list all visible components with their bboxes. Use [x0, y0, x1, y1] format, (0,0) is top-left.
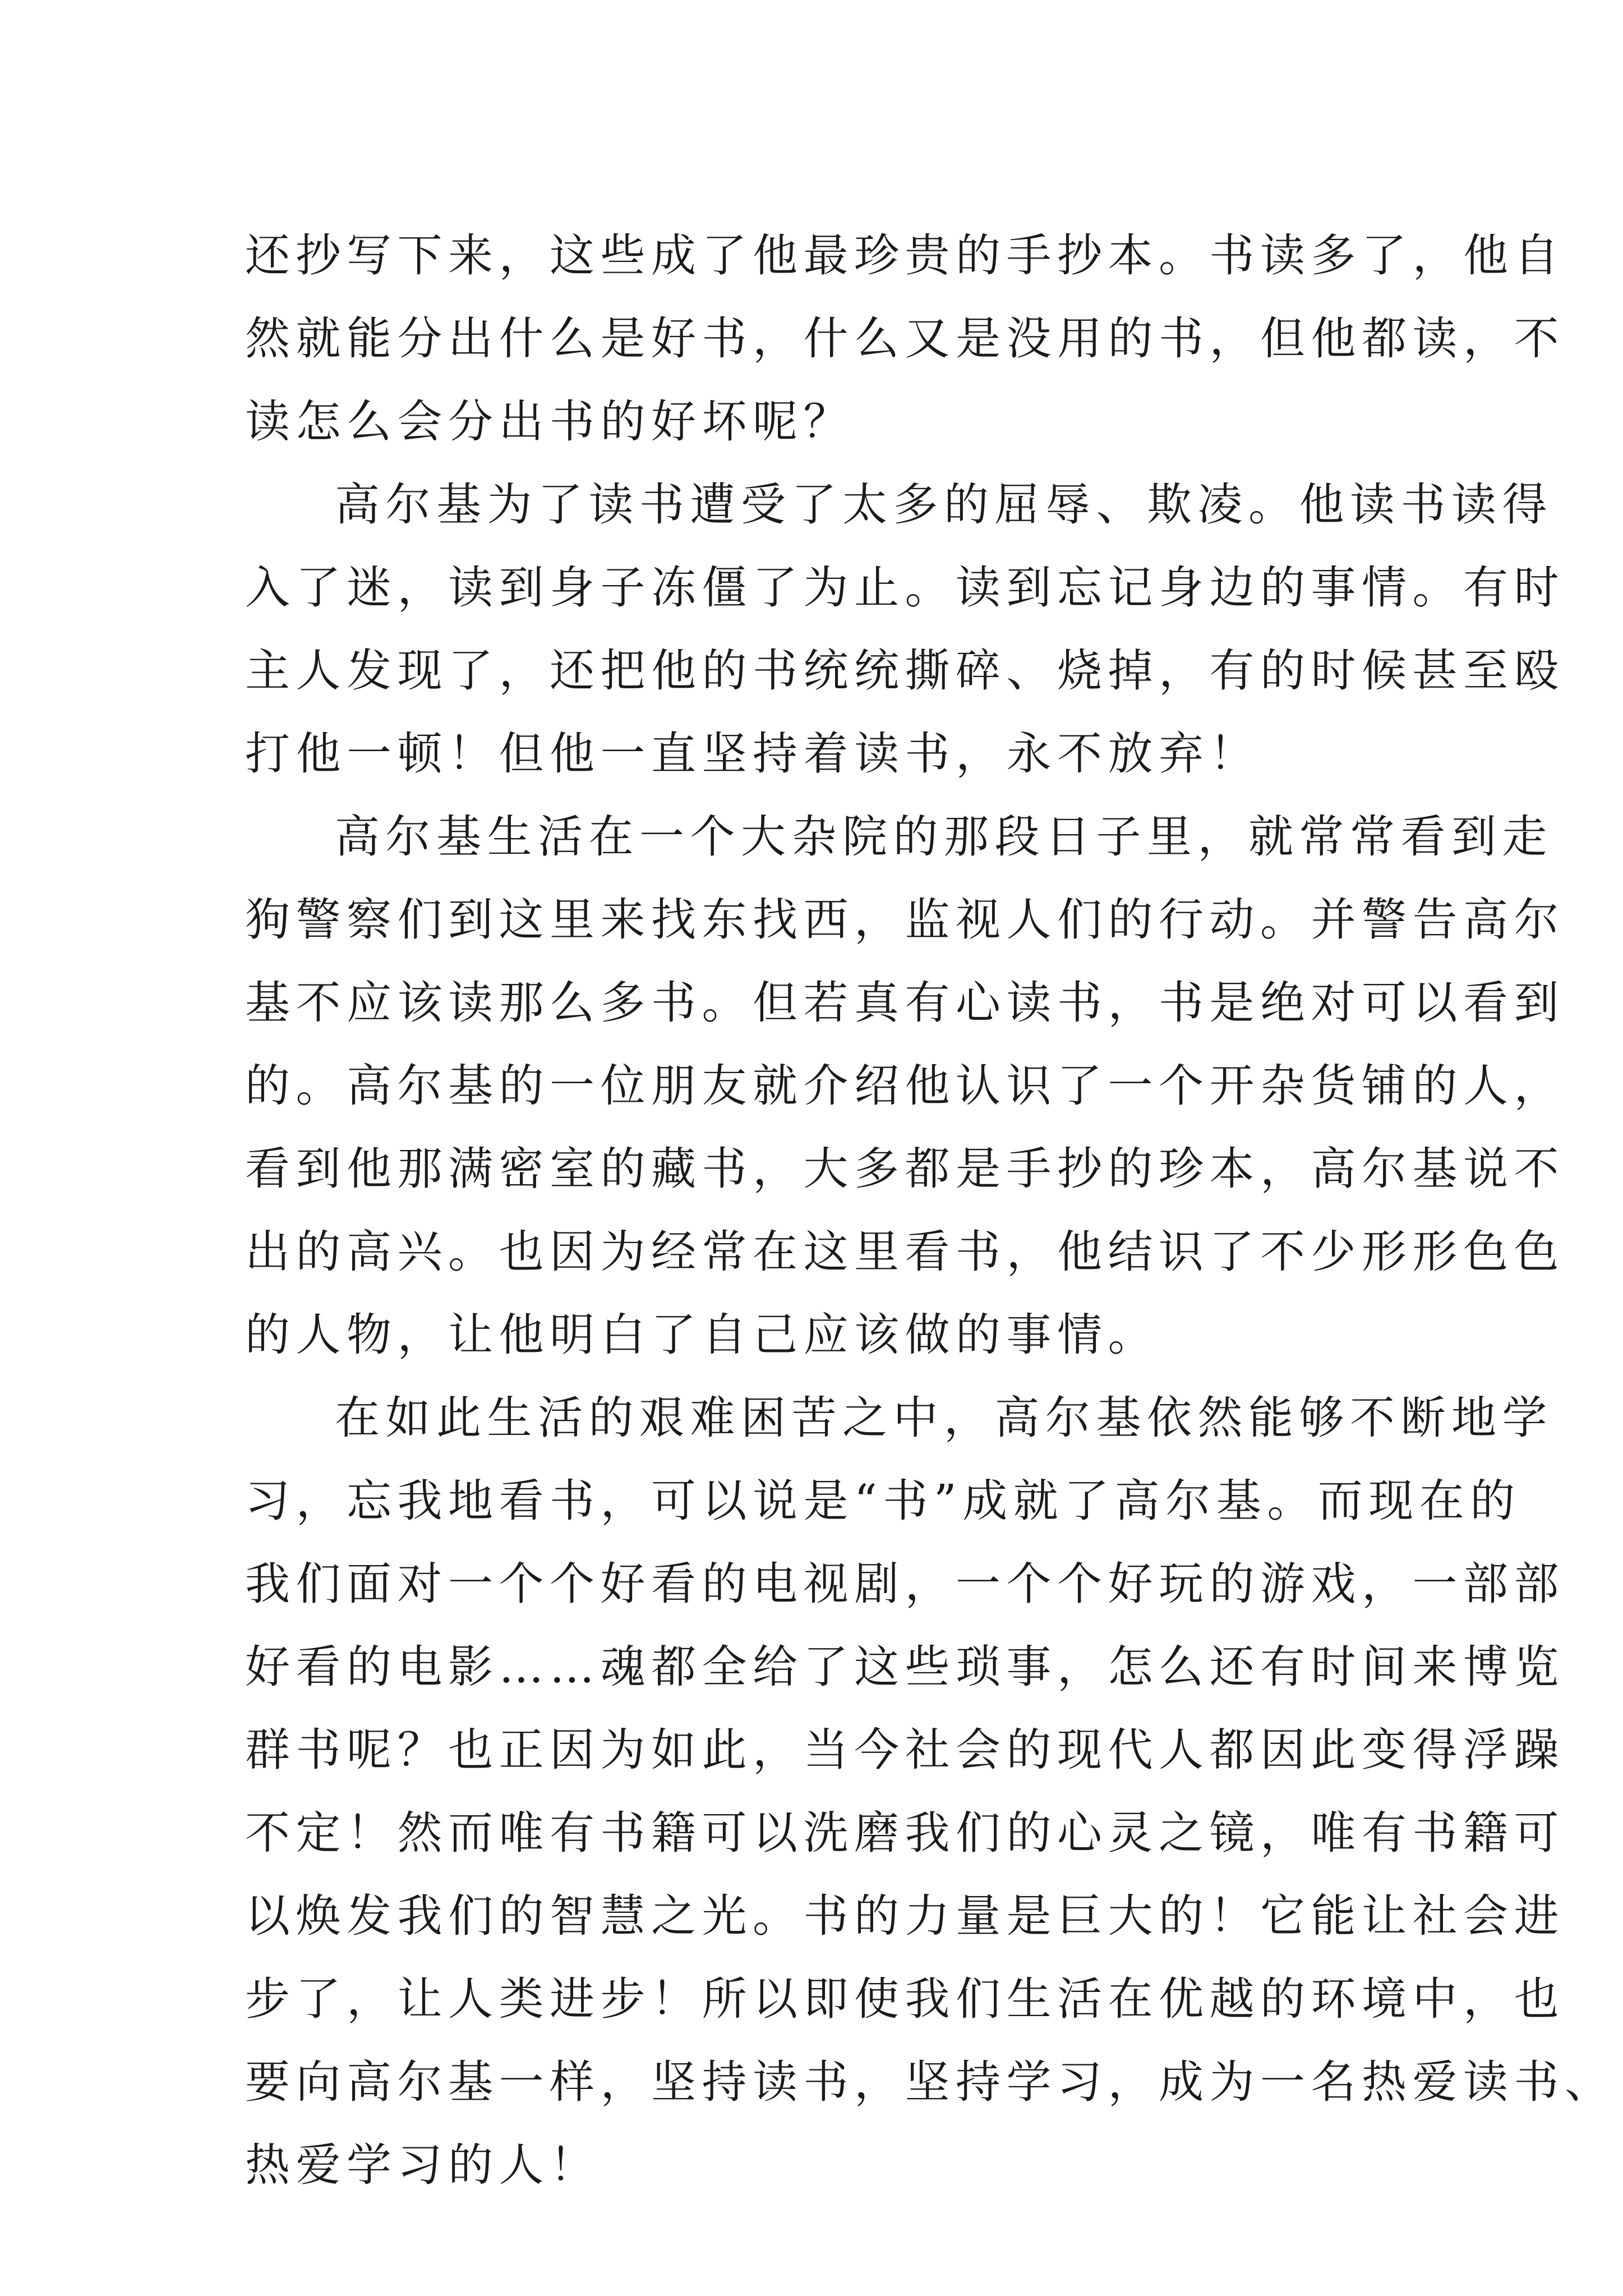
paragraph-first-line: 高尔基为了读书遭受了太多的屈辱、欺凌。他读书读得 — [335, 478, 1553, 531]
text-line: 主人发现了，还把他的书统统撕碎、烧掉，有的时候甚至殴 — [245, 645, 1565, 697]
text-line: 打他一顿！但他一直坚持着读书，永不放弃！ — [245, 728, 1260, 780]
text-line: 群书呢？也正因为如此，当今社会的现代人都因此变得浮躁 — [245, 1724, 1565, 1776]
text-line: 要向高尔基一样，坚持读书，坚持学习，成为一名热爱读书、 — [245, 2056, 1616, 2108]
text-line: 然就能分出什么是好书，什么又是没用的书，但他都读，不 — [245, 312, 1565, 365]
body-text — [245, 214, 1616, 2207]
paragraph-first-line: 高尔基生活在一个大杂院的那段日子里，就常常看到走 — [335, 811, 1553, 863]
text-line: 出的高兴。也因为经常在这里看书，他结识了不少形形色色 — [245, 1226, 1565, 1278]
text-line: 基不应该读那么多书。但若真有心读书，书是绝对可以看到 — [245, 977, 1565, 1029]
text-line: 步了，让人类进步！所以即使我们生活在优越的环境中，也 — [245, 1973, 1565, 2025]
text-line: 狗警察们到这里来找东找西，监视人们的行动。并警告高尔 — [245, 894, 1565, 946]
text-line: 热爱学习的人！ — [245, 2139, 601, 2191]
text-line: 以焕发我们的智慧之光。书的力量是巨大的！它能让社会进 — [245, 1890, 1565, 1942]
text-line: 入了迷，读到身子冻僵了为止。读到忘记身边的事情。有时 — [245, 562, 1565, 614]
text-line: 读怎么会分出书的好坏呢？ — [245, 395, 854, 448]
text-line: 的。高尔基的一位朋友就介绍他认识了一个开杂货铺的人， — [245, 1060, 1565, 1112]
text-line: 的人物，让他明白了自己应该做的事情。 — [245, 1309, 1159, 1361]
text-line: 习，忘我地看书，可以说是“书”成就了高尔基。而现在的 — [245, 1475, 1521, 1527]
text-line: 还抄写下来，这些成了他最珍贵的手抄本。书读多了，他自 — [245, 229, 1565, 282]
text-line: 好看的电影……魂都全给了这些琐事，怎么还有时间来博览 — [245, 1641, 1565, 1693]
text-line: 我们面对一个个好看的电视剧，一个个好玩的游戏，一部部 — [245, 1558, 1565, 1610]
text-line: 不定！然而唯有书籍可以洗磨我们的心灵之镜，唯有书籍可 — [245, 1807, 1565, 1859]
text-line: 看到他那满密室的藏书，大多都是手抄的珍本，高尔基说不 — [245, 1143, 1565, 1195]
paragraph-first-line: 在如此生活的艰难困苦之中，高尔基依然能够不断地学 — [335, 1392, 1553, 1444]
